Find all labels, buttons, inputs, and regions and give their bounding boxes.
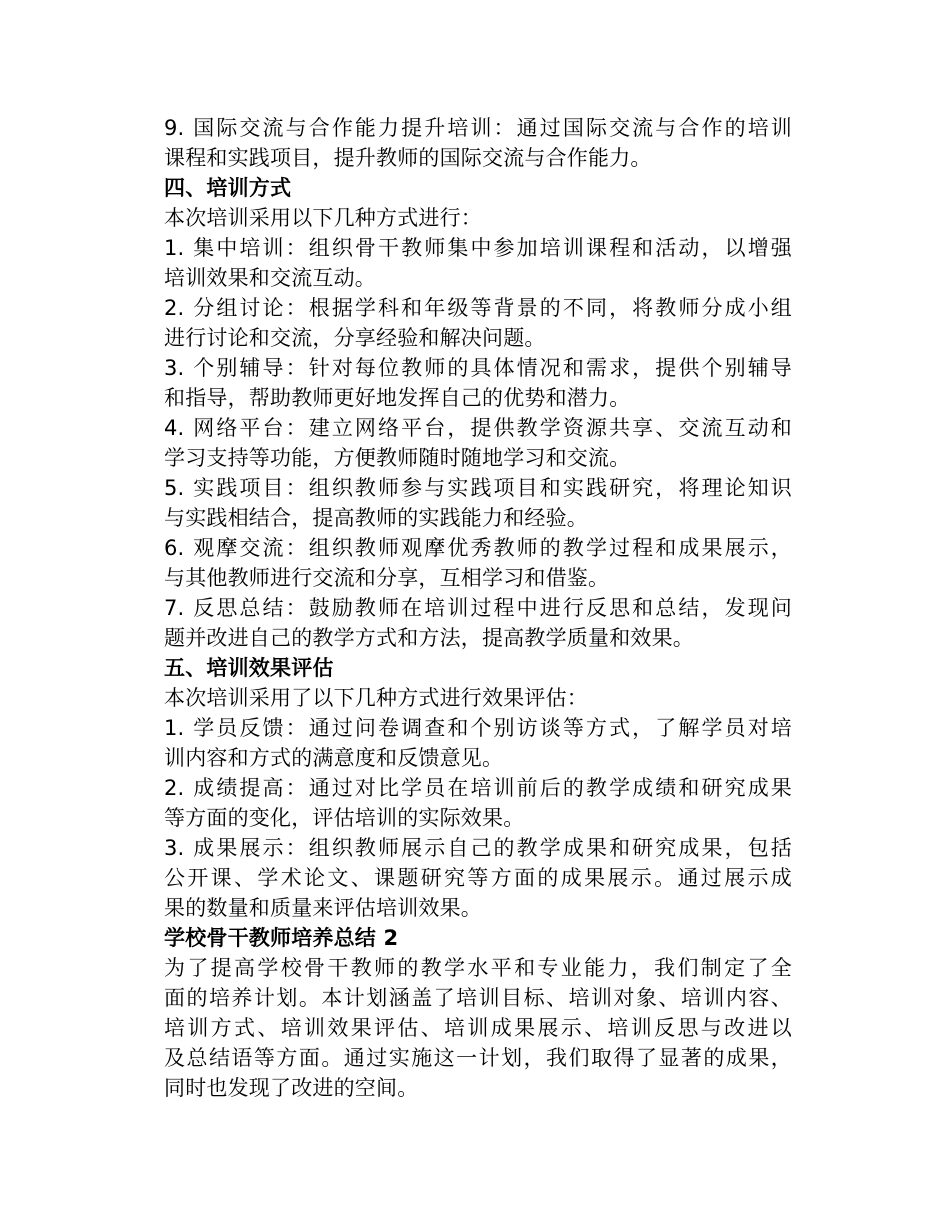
text-line: 1. 学员反馈：通过问卷调查和个别访谈等方式，了解学员对培 — [164, 716, 792, 740]
text-line: 为了提高学校骨干教师的教学水平和专业能力，我们制定了全 — [164, 956, 792, 980]
document-page — [164, 113, 792, 1103]
text-line: 与其他教师进行交流和分享，互相学习和借鉴。 — [164, 566, 610, 590]
text-line: 及总结语等方面。通过实施这一计划，我们取得了显著的成果， — [164, 1046, 792, 1070]
paragraph-methods-intro — [164, 203, 792, 233]
text-line: 1. 集中培训：组织骨干教师集中参加培训课程和活动，以增强 — [164, 236, 792, 260]
list-item-online-platform — [164, 413, 792, 473]
text-line: 2. 成绩提高：通过对比学员在培训前后的教学成绩和研究成果 — [164, 776, 792, 800]
text-line: 9. 国际交流与合作能力提升培训：通过国际交流与合作的培训 — [164, 116, 792, 140]
text-line: 本次培训采用了以下几种方式进行效果评估： — [164, 686, 588, 710]
text-line: 4. 网络平台：建立网络平台，提供教学资源共享、交流互动和 — [164, 416, 792, 440]
text-line: 课程和实践项目，提升教师的国际交流与合作能力。 — [164, 146, 652, 170]
text-line: 培训效果和交流互动。 — [164, 266, 376, 290]
heading-text: 学校骨干教师培养总结 2 — [164, 926, 399, 950]
text-line: 6. 观摩交流：组织教师观摩优秀教师的教学过程和成果展示， — [164, 536, 792, 560]
list-item-reflection-summary — [164, 593, 792, 653]
list-item-centralized-training — [164, 233, 792, 293]
list-item-individual-tutoring — [164, 353, 792, 413]
text-line: 公开课、学术论文、课题研究等方面的成果展示。通过展示成 — [164, 866, 792, 890]
text-line: 7. 反思总结：鼓励教师在培训过程中进行反思和总结，发现问 — [164, 596, 792, 620]
section-heading-training-methods — [164, 173, 792, 203]
text-line: 3. 个别辅导：针对每位教师的具体情况和需求，提供个别辅导 — [164, 356, 792, 380]
text-line: 面的培养计划。本计划涵盖了培训目标、培训对象、培训内容、 — [164, 986, 792, 1010]
list-item-practice-projects — [164, 473, 792, 533]
text-line: 学习支持等功能，方便教师随时随地学习和交流。 — [164, 446, 631, 470]
text-line: 果的数量和质量来评估培训效果。 — [164, 896, 482, 920]
list-item-results-showcase — [164, 833, 792, 923]
text-line: 培训方式、培训效果评估、培训成果展示、培训反思与改进以 — [164, 1016, 792, 1040]
text-line: 本次培训采用以下几种方式进行： — [164, 206, 482, 230]
list-item-trainee-feedback — [164, 713, 792, 773]
text-line: 进行讨论和交流，分享经验和解决问题。 — [164, 326, 546, 350]
paragraph-intl-exchange-training — [164, 113, 792, 173]
text-line: 等方面的变化，评估培训的实际效果。 — [164, 806, 525, 830]
section-heading-summary-2 — [164, 923, 792, 953]
text-line: 3. 成果展示：组织教师展示自己的教学成果和研究成果，包括 — [164, 836, 792, 860]
list-item-score-improvement — [164, 773, 792, 833]
paragraph-evaluation-intro — [164, 683, 792, 713]
text-line: 与实践相结合，提高教师的实践能力和经验。 — [164, 506, 588, 530]
text-line: 2. 分组讨论：根据学科和年级等背景的不同，将教师分成小组 — [164, 296, 792, 320]
text-line: 同时也发现了改进的空间。 — [164, 1076, 419, 1100]
heading-text: 五、培训效果评估 — [164, 656, 334, 680]
text-line: 5. 实践项目：组织教师参与实践项目和实践研究，将理论知识 — [164, 476, 792, 500]
list-item-group-discussion — [164, 293, 792, 353]
section-heading-effect-evaluation — [164, 653, 792, 683]
text-line: 和指导，帮助教师更好地发挥自己的优势和潜力。 — [164, 386, 631, 410]
text-line: 题并改进自己的教学方式和方法，提高教学质量和效果。 — [164, 626, 694, 650]
paragraph-summary-intro — [164, 953, 792, 1103]
heading-text: 四、培训方式 — [164, 176, 292, 200]
list-item-observation-exchange — [164, 533, 792, 593]
text-line: 训内容和方式的满意度和反馈意见。 — [164, 746, 504, 770]
